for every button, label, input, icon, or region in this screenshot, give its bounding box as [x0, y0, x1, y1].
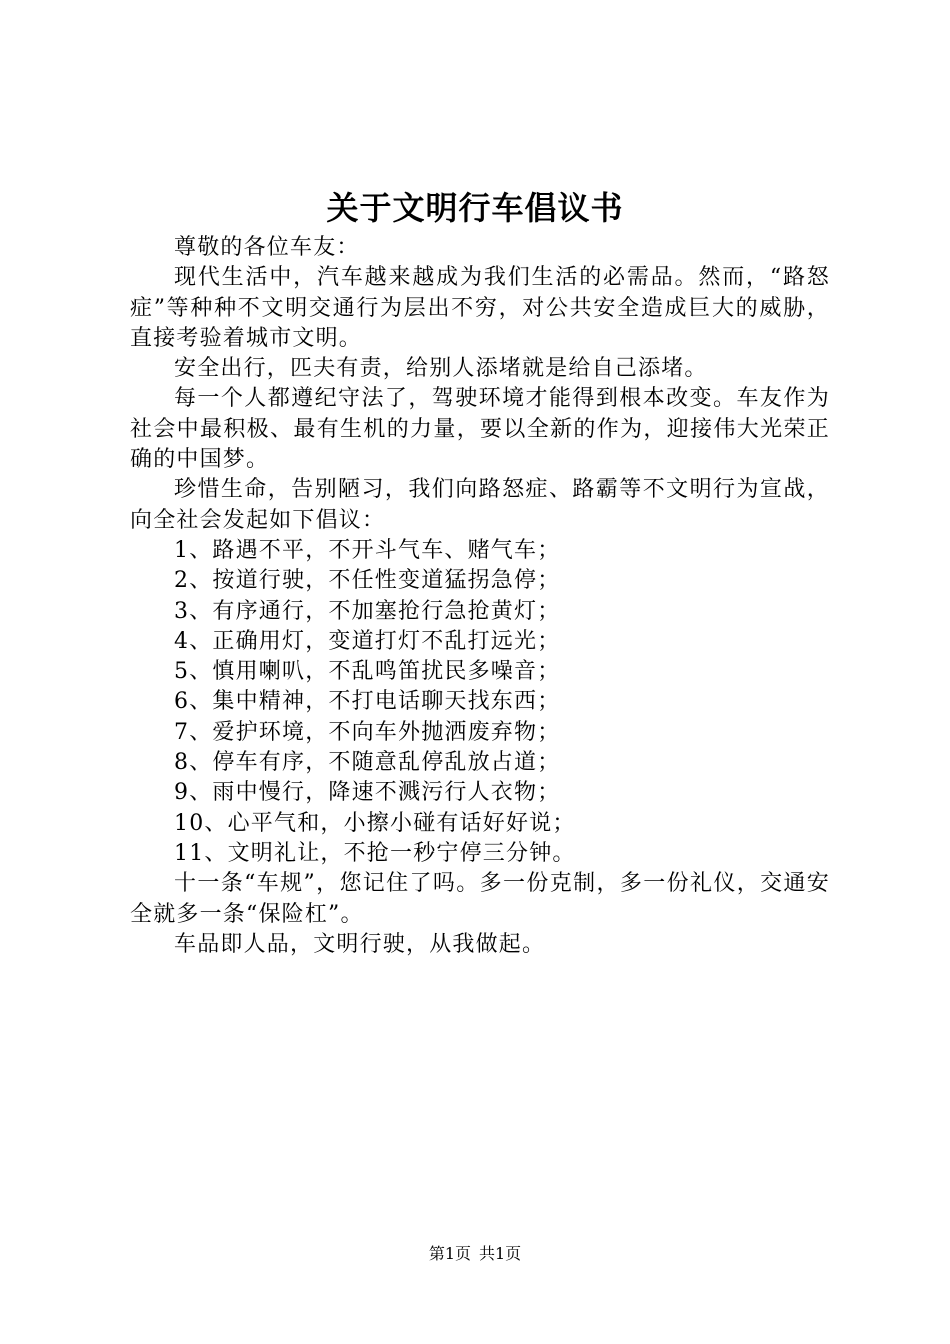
document-body: [130, 233, 830, 960]
list-item: 8、停车有序，不随意乱停乱放占道；: [174, 750, 561, 776]
list-item: 1、路遇不平，不开斗气车、赌气车；: [174, 537, 561, 563]
list-item: 5、慎用喇叭，不乱鸣笛扰民多噪音；: [174, 659, 561, 685]
paragraph: 安全出行，匹夫有责，给别人添堵就是给自己添堵。: [174, 356, 708, 382]
closing-paragraph: 十一条“车规”，您记住了吗。多一份克制，多一份礼仪，交通安全就多一条“保险杠”。: [130, 871, 830, 927]
proposal-list: [130, 536, 830, 869]
page-total: 共1页: [479, 1244, 522, 1263]
paragraph: 现代生活中，汽车越来越成为我们生活的必需品。然而，“路怒症”等种种不文明交通行为层出不穷，对公共安全造成巨大的威胁，直接考验着城市文明。: [130, 265, 830, 351]
paragraph: 珍惜生命，告别陋习，我们向路怒症、路霸等不文明行为宣战，向全社会发起如下倡议：: [130, 477, 830, 533]
list-item: 4、正确用灯，变道打灯不乱打远光；: [174, 628, 561, 654]
list-item: 11、文明礼让，不抢一秒宁停三分钟。: [174, 840, 576, 866]
paragraph: 每一个人都遵纪守法了，驾驶环境才能得到根本改变。车友作为社会中最积极、最有生机的力量，要以全新的作为，迎接伟大光荣正确的中国梦。: [130, 386, 830, 473]
closing-paragraph: 车品即人品，文明行驶，从我做起。: [174, 931, 546, 957]
list-item: 9、雨中慢行，降速不溅污行人衣物；: [174, 780, 561, 806]
page-footer: [0, 1243, 950, 1265]
list-item: 10、心平气和，小擦小碰有话好好说；: [174, 810, 576, 836]
page-number: 第1页: [428, 1244, 471, 1263]
list-item: 3、有序通行，不加塞抢行急抢黄灯；: [174, 598, 561, 624]
salutation: 尊敬的各位车友：: [174, 235, 360, 260]
document-title: 关于文明行车倡议书: [326, 189, 624, 227]
list-item: 7、爱护环境，不向车外抛洒废弃物；: [174, 719, 561, 745]
list-item: 2、按道行驶，不任性变道猛拐急停；: [174, 568, 561, 594]
list-item: 6、集中精神，不打电话聊天找东西；: [174, 689, 561, 715]
